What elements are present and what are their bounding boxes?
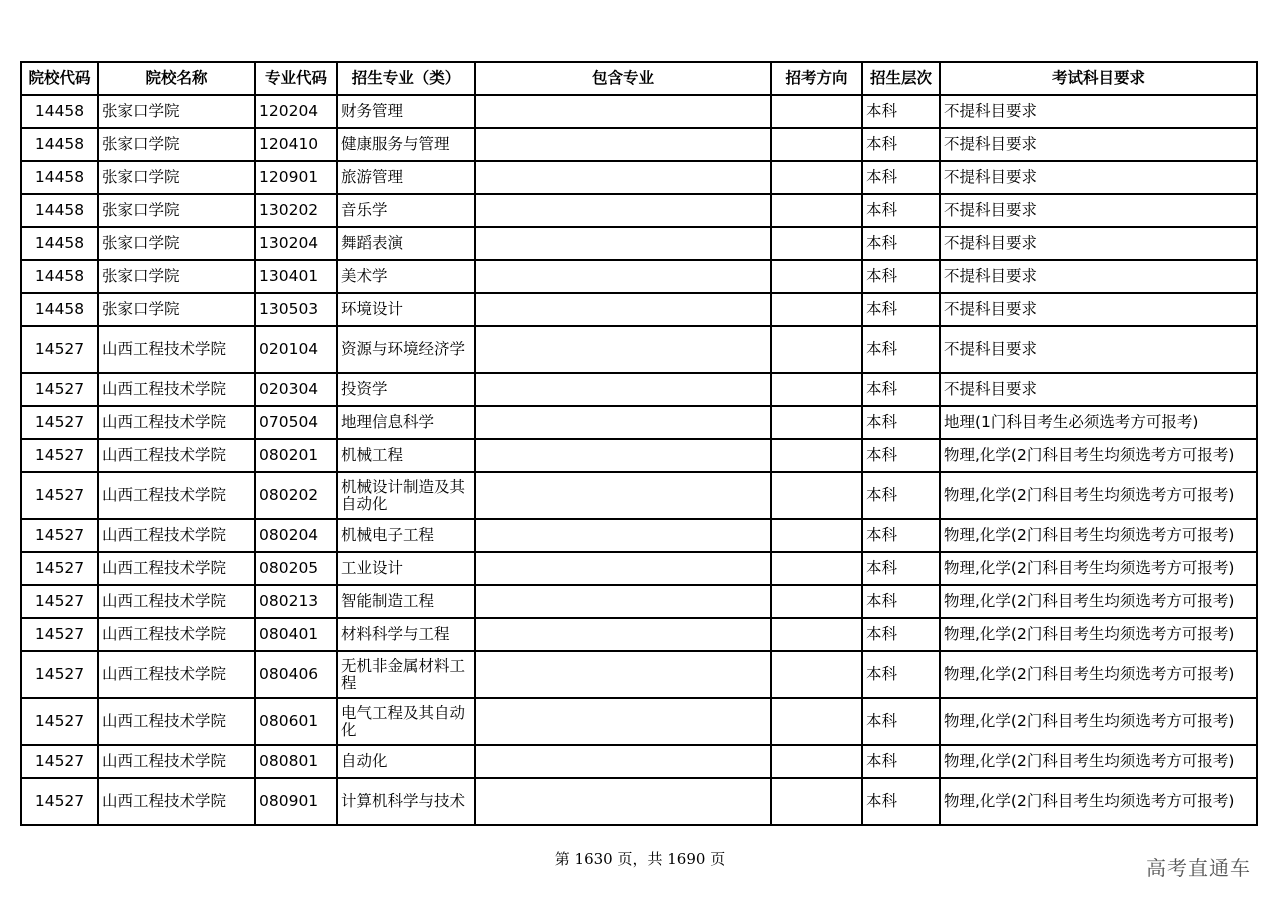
header-subject-requirement: 考试科目要求 bbox=[940, 62, 1257, 95]
cell-school-name: 张家口学院 bbox=[98, 95, 255, 128]
cell-subject-requirement: 不提科目要求 bbox=[940, 293, 1257, 326]
cell-direction bbox=[771, 161, 862, 194]
cell-direction bbox=[771, 618, 862, 651]
table-row bbox=[21, 618, 1257, 651]
table-row bbox=[21, 406, 1257, 439]
cell-level: 本科 bbox=[862, 161, 940, 194]
cell-direction bbox=[771, 698, 862, 745]
cell-school-code: 14527 bbox=[21, 585, 98, 618]
cell-major: 机械设计制造及其自动化 bbox=[337, 472, 475, 519]
cell-subject-requirement: 物理,化学(2门科目考生均须选考方可报考) bbox=[940, 778, 1257, 825]
table-row bbox=[21, 552, 1257, 585]
cell-school-name: 山西工程技术学院 bbox=[98, 552, 255, 585]
cell-major: 工业设计 bbox=[337, 552, 475, 585]
cell-level: 本科 bbox=[862, 585, 940, 618]
cell-major-code: 080901 bbox=[255, 778, 337, 825]
cell-level: 本科 bbox=[862, 373, 940, 406]
header-major: 招生专业（类） bbox=[337, 62, 475, 95]
cell-direction bbox=[771, 373, 862, 406]
cell-level: 本科 bbox=[862, 326, 940, 373]
cell-included-majors bbox=[475, 260, 771, 293]
table-row bbox=[21, 227, 1257, 260]
cell-included-majors bbox=[475, 227, 771, 260]
cell-direction bbox=[771, 406, 862, 439]
watermark: 高考直通车 bbox=[1146, 856, 1251, 880]
cell-included-majors bbox=[475, 293, 771, 326]
cell-direction bbox=[771, 128, 862, 161]
cell-subject-requirement: 不提科目要求 bbox=[940, 227, 1257, 260]
cell-major-code: 080205 bbox=[255, 552, 337, 585]
cell-subject-requirement: 不提科目要求 bbox=[940, 194, 1257, 227]
cell-subject-requirement: 物理,化学(2门科目考生均须选考方可报考) bbox=[940, 519, 1257, 552]
table-row bbox=[21, 260, 1257, 293]
cell-major-code: 080204 bbox=[255, 519, 337, 552]
cell-direction bbox=[771, 326, 862, 373]
cell-major: 财务管理 bbox=[337, 95, 475, 128]
cell-included-majors bbox=[475, 95, 771, 128]
cell-subject-requirement: 物理,化学(2门科目考生均须选考方可报考) bbox=[940, 552, 1257, 585]
cell-level: 本科 bbox=[862, 651, 940, 698]
cell-level: 本科 bbox=[862, 194, 940, 227]
cell-major-code: 020304 bbox=[255, 373, 337, 406]
cell-major-code: 080213 bbox=[255, 585, 337, 618]
cell-school-name: 山西工程技术学院 bbox=[98, 406, 255, 439]
cell-included-majors bbox=[475, 161, 771, 194]
cell-major-code: 120901 bbox=[255, 161, 337, 194]
cell-school-name: 张家口学院 bbox=[98, 260, 255, 293]
cell-direction bbox=[771, 260, 862, 293]
cell-school-name: 山西工程技术学院 bbox=[98, 651, 255, 698]
cell-direction bbox=[771, 651, 862, 698]
cell-direction bbox=[771, 227, 862, 260]
cell-school-name: 山西工程技术学院 bbox=[98, 326, 255, 373]
cell-school-code: 14527 bbox=[21, 439, 98, 472]
cell-school-code: 14527 bbox=[21, 698, 98, 745]
cell-direction bbox=[771, 194, 862, 227]
cell-school-code: 14527 bbox=[21, 472, 98, 519]
cell-school-name: 张家口学院 bbox=[98, 293, 255, 326]
cell-school-name: 山西工程技术学院 bbox=[98, 373, 255, 406]
cell-school-code: 14527 bbox=[21, 618, 98, 651]
cell-school-code: 14527 bbox=[21, 778, 98, 825]
cell-level: 本科 bbox=[862, 128, 940, 161]
cell-level: 本科 bbox=[862, 293, 940, 326]
cell-included-majors bbox=[475, 373, 771, 406]
cell-subject-requirement: 物理,化学(2门科目考生均须选考方可报考) bbox=[940, 618, 1257, 651]
cell-subject-requirement: 物理,化学(2门科目考生均须选考方可报考) bbox=[940, 439, 1257, 472]
cell-included-majors bbox=[475, 128, 771, 161]
cell-subject-requirement: 不提科目要求 bbox=[940, 95, 1257, 128]
cell-major: 环境设计 bbox=[337, 293, 475, 326]
page-footer: 第 1630 页，共 1690 页 bbox=[554, 850, 726, 868]
table-row bbox=[21, 293, 1257, 326]
cell-major-code: 080801 bbox=[255, 745, 337, 778]
cell-subject-requirement: 不提科目要求 bbox=[940, 260, 1257, 293]
table-row bbox=[21, 651, 1257, 698]
cell-level: 本科 bbox=[862, 260, 940, 293]
table-row bbox=[21, 745, 1257, 778]
cell-major-code: 130503 bbox=[255, 293, 337, 326]
admissions-table-container bbox=[20, 61, 1258, 826]
header-level: 招生层次 bbox=[862, 62, 940, 95]
cell-included-majors bbox=[475, 472, 771, 519]
cell-school-name: 张家口学院 bbox=[98, 194, 255, 227]
cell-subject-requirement: 不提科目要求 bbox=[940, 326, 1257, 373]
cell-level: 本科 bbox=[862, 439, 940, 472]
cell-subject-requirement: 不提科目要求 bbox=[940, 161, 1257, 194]
cell-included-majors bbox=[475, 745, 771, 778]
cell-major: 计算机科学与技术 bbox=[337, 778, 475, 825]
cell-subject-requirement: 物理,化学(2门科目考生均须选考方可报考) bbox=[940, 585, 1257, 618]
cell-school-name: 山西工程技术学院 bbox=[98, 618, 255, 651]
admissions-table bbox=[20, 61, 1258, 826]
cell-school-code: 14527 bbox=[21, 519, 98, 552]
header-included-majors: 包含专业 bbox=[475, 62, 771, 95]
table-row bbox=[21, 698, 1257, 745]
cell-school-name: 山西工程技术学院 bbox=[98, 585, 255, 618]
cell-level: 本科 bbox=[862, 406, 940, 439]
cell-included-majors bbox=[475, 651, 771, 698]
cell-school-code: 14527 bbox=[21, 406, 98, 439]
cell-school-name: 张家口学院 bbox=[98, 161, 255, 194]
cell-school-name: 张家口学院 bbox=[98, 227, 255, 260]
cell-subject-requirement: 不提科目要求 bbox=[940, 128, 1257, 161]
cell-major: 自动化 bbox=[337, 745, 475, 778]
cell-direction bbox=[771, 585, 862, 618]
cell-subject-requirement: 地理(1门科目考生必须选考方可报考) bbox=[940, 406, 1257, 439]
table-row bbox=[21, 326, 1257, 373]
cell-school-code: 14458 bbox=[21, 260, 98, 293]
cell-major-code: 120410 bbox=[255, 128, 337, 161]
cell-school-code: 14458 bbox=[21, 128, 98, 161]
cell-major-code: 120204 bbox=[255, 95, 337, 128]
header-school-code: 院校代码 bbox=[21, 62, 98, 95]
cell-school-code: 14527 bbox=[21, 552, 98, 585]
cell-school-code: 14458 bbox=[21, 194, 98, 227]
cell-level: 本科 bbox=[862, 552, 940, 585]
cell-included-majors bbox=[475, 778, 771, 825]
cell-major: 美术学 bbox=[337, 260, 475, 293]
cell-major-code: 130401 bbox=[255, 260, 337, 293]
cell-direction bbox=[771, 95, 862, 128]
cell-major: 智能制造工程 bbox=[337, 585, 475, 618]
cell-major-code: 080406 bbox=[255, 651, 337, 698]
cell-level: 本科 bbox=[862, 745, 940, 778]
cell-level: 本科 bbox=[862, 519, 940, 552]
cell-level: 本科 bbox=[862, 227, 940, 260]
table-row bbox=[21, 778, 1257, 825]
table-row bbox=[21, 472, 1257, 519]
cell-subject-requirement: 物理,化学(2门科目考生均须选考方可报考) bbox=[940, 698, 1257, 745]
cell-direction bbox=[771, 519, 862, 552]
cell-direction bbox=[771, 293, 862, 326]
cell-subject-requirement: 物理,化学(2门科目考生均须选考方可报考) bbox=[940, 745, 1257, 778]
cell-major-code: 020104 bbox=[255, 326, 337, 373]
cell-major: 音乐学 bbox=[337, 194, 475, 227]
cell-subject-requirement: 物理,化学(2门科目考生均须选考方可报考) bbox=[940, 651, 1257, 698]
cell-major-code: 130202 bbox=[255, 194, 337, 227]
cell-included-majors bbox=[475, 585, 771, 618]
cell-included-majors bbox=[475, 618, 771, 651]
cell-school-code: 14458 bbox=[21, 293, 98, 326]
cell-school-code: 14458 bbox=[21, 227, 98, 260]
cell-major: 投资学 bbox=[337, 373, 475, 406]
table-row bbox=[21, 194, 1257, 227]
table-row bbox=[21, 439, 1257, 472]
table-row bbox=[21, 161, 1257, 194]
header-major-code: 专业代码 bbox=[255, 62, 337, 95]
cell-major-code: 080601 bbox=[255, 698, 337, 745]
header-direction: 招考方向 bbox=[771, 62, 862, 95]
cell-included-majors bbox=[475, 194, 771, 227]
table-row bbox=[21, 373, 1257, 406]
cell-major-code: 080202 bbox=[255, 472, 337, 519]
cell-school-code: 14527 bbox=[21, 326, 98, 373]
cell-school-name: 山西工程技术学院 bbox=[98, 745, 255, 778]
cell-school-code: 14458 bbox=[21, 161, 98, 194]
cell-included-majors bbox=[475, 406, 771, 439]
cell-school-name: 山西工程技术学院 bbox=[98, 439, 255, 472]
cell-subject-requirement: 物理,化学(2门科目考生均须选考方可报考) bbox=[940, 472, 1257, 519]
cell-school-code: 14527 bbox=[21, 745, 98, 778]
cell-level: 本科 bbox=[862, 778, 940, 825]
cell-major: 材料科学与工程 bbox=[337, 618, 475, 651]
cell-included-majors bbox=[475, 698, 771, 745]
table-row bbox=[21, 128, 1257, 161]
cell-direction bbox=[771, 745, 862, 778]
cell-level: 本科 bbox=[862, 95, 940, 128]
cell-major: 机械工程 bbox=[337, 439, 475, 472]
cell-major-code: 130204 bbox=[255, 227, 337, 260]
table-row bbox=[21, 95, 1257, 128]
cell-direction bbox=[771, 778, 862, 825]
cell-included-majors bbox=[475, 326, 771, 373]
cell-direction bbox=[771, 472, 862, 519]
cell-major-code: 080401 bbox=[255, 618, 337, 651]
table-row bbox=[21, 585, 1257, 618]
cell-major: 旅游管理 bbox=[337, 161, 475, 194]
cell-subject-requirement: 不提科目要求 bbox=[940, 373, 1257, 406]
cell-school-name: 山西工程技术学院 bbox=[98, 698, 255, 745]
cell-level: 本科 bbox=[862, 472, 940, 519]
cell-included-majors bbox=[475, 519, 771, 552]
cell-school-name: 张家口学院 bbox=[98, 128, 255, 161]
cell-major: 地理信息科学 bbox=[337, 406, 475, 439]
cell-included-majors bbox=[475, 552, 771, 585]
cell-major: 机械电子工程 bbox=[337, 519, 475, 552]
cell-major: 无机非金属材料工程 bbox=[337, 651, 475, 698]
cell-major: 电气工程及其自动化 bbox=[337, 698, 475, 745]
cell-level: 本科 bbox=[862, 618, 940, 651]
cell-school-name: 山西工程技术学院 bbox=[98, 519, 255, 552]
cell-major-code: 080201 bbox=[255, 439, 337, 472]
table-row bbox=[21, 519, 1257, 552]
table-body bbox=[21, 95, 1257, 825]
cell-school-code: 14458 bbox=[21, 95, 98, 128]
cell-level: 本科 bbox=[862, 698, 940, 745]
cell-major-code: 070504 bbox=[255, 406, 337, 439]
cell-included-majors bbox=[475, 439, 771, 472]
cell-major: 健康服务与管理 bbox=[337, 128, 475, 161]
header-school-name: 院校名称 bbox=[98, 62, 255, 95]
cell-school-name: 山西工程技术学院 bbox=[98, 778, 255, 825]
cell-direction bbox=[771, 439, 862, 472]
cell-school-code: 14527 bbox=[21, 373, 98, 406]
cell-major: 资源与环境经济学 bbox=[337, 326, 475, 373]
cell-major: 舞蹈表演 bbox=[337, 227, 475, 260]
cell-school-code: 14527 bbox=[21, 651, 98, 698]
table-header-row bbox=[21, 62, 1257, 95]
cell-school-name: 山西工程技术学院 bbox=[98, 472, 255, 519]
cell-direction bbox=[771, 552, 862, 585]
